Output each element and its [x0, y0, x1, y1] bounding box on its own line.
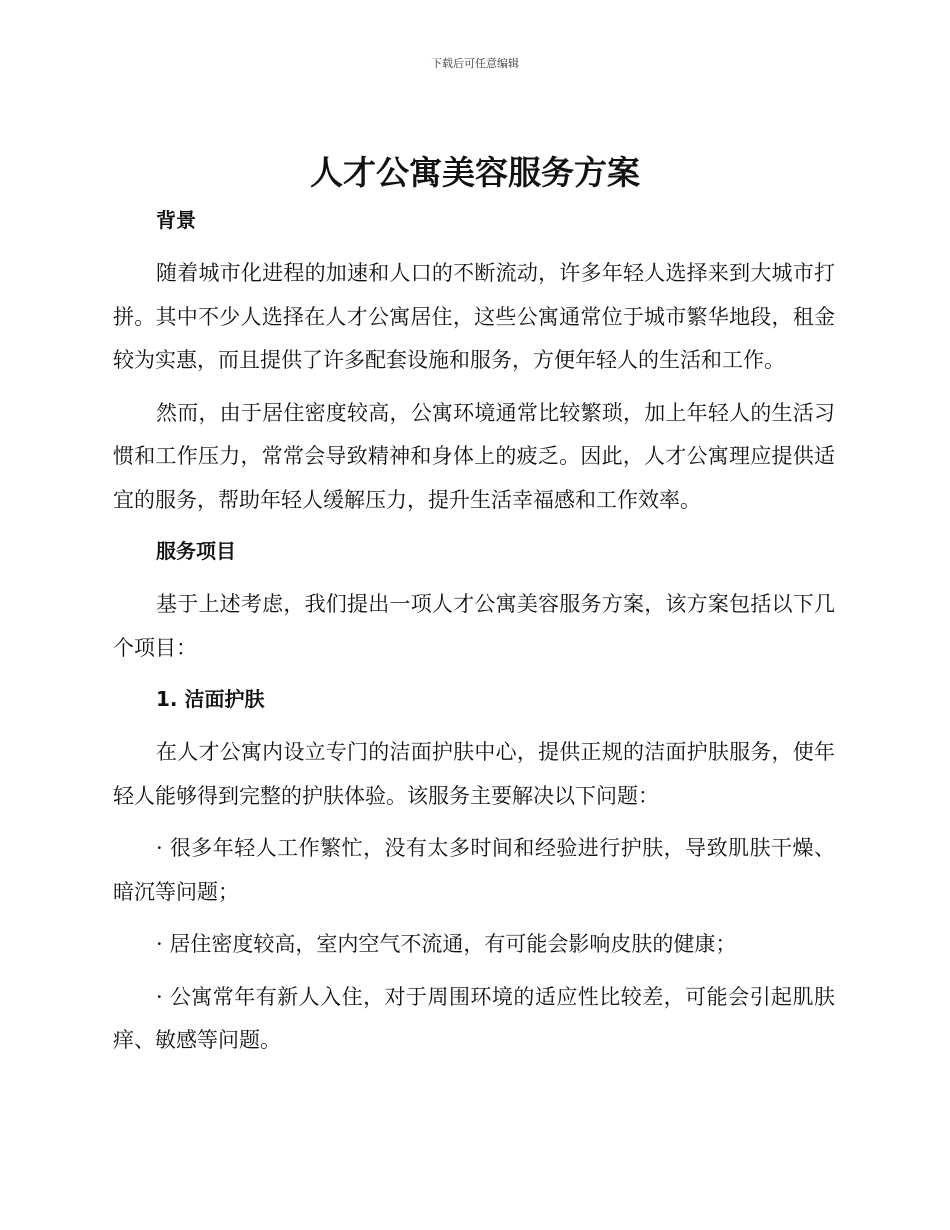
document-body — [113, 200, 835, 1063]
facial-bullet-2: · 居住密度较高，室内空气不流通，有可能会影响皮肤的健康； — [156, 932, 737, 956]
facial-paragraph-1: 在人才公寓内设立专门的洁面护肤中心，提供正规的洁面护肤服务，使年轻人能够得到完整的护肤体验。该服务主要解决以下问题： — [113, 740, 835, 808]
section-heading-facial: 1. 洁面护肤 — [156, 687, 265, 711]
background-paragraph-2: 然而，由于居住密度较高，公寓环境通常比较繁琐，加上年轻人的生活习惯和工作压力，常常会导致精神和身体上的疲乏。因此，人才公寓理应提供适宜的服务，帮助年轻人缓解压力，提升生活幸福感和工作效率。 — [113, 400, 835, 512]
section-heading-background: 背景 — [156, 208, 196, 232]
background-paragraph-1: 随着城市化进程的加速和人口的不断流动，许多年轻人选择来到大城市打拼。其中不少人选择在人才公寓居住，这些公寓通常位于城市繁华地段，租金较为实惠，而且提供了许多配套设施和服务，方便年轻人的生活和工作。 — [113, 261, 835, 372]
facial-bullet-1: · 很多年轻人工作繁忙，没有太多时间和经验进行护肤，导致肌肤干燥、暗沉等问题； — [113, 836, 835, 904]
header-note: 下载后可任意编辑 — [431, 57, 519, 70]
document-title: 人才公寓美容服务方案 — [310, 153, 640, 192]
services-paragraph-1: 基于上述考虑，我们提出一项人才公寓美容服务方案，该方案包括以下几个项目： — [113, 592, 835, 660]
facial-bullet-3: · 公寓常年有新人入住，对于周围环境的适应性比较差，可能会引起肌肤痒、敏感等问题。 — [113, 984, 835, 1052]
section-heading-services: 服务项目 — [156, 539, 236, 563]
